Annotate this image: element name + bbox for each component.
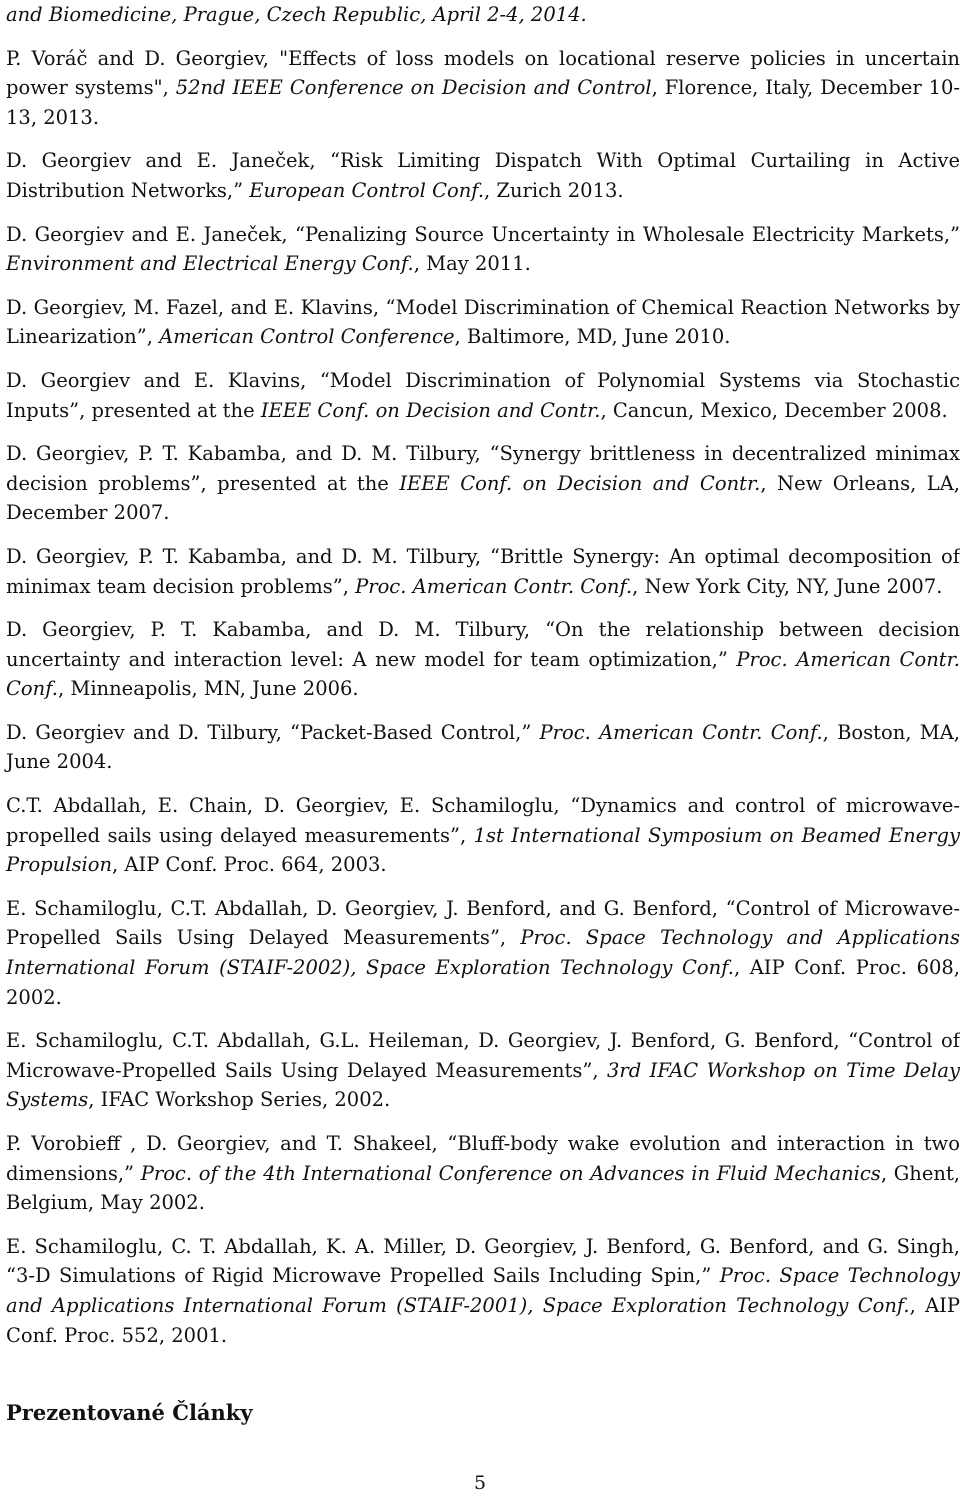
reference-entry — [6, 1129, 960, 1218]
reference-text: , AIP Conf. Proc. 608, 2002. — [6, 956, 960, 1009]
reference-text: , AIP Conf. Proc. 552, 2001. — [6, 1293, 960, 1347]
reference-entry — [6, 439, 960, 528]
reference-entry — [6, 615, 960, 704]
reference-venue: 52nd IEEE Conference on Decision and Control — [175, 76, 652, 100]
reference-list — [6, 0, 960, 1350]
reference-text: , Ghent, Belgium, May 2002. — [6, 1161, 960, 1215]
reference-spacer — [6, 279, 960, 293]
reference-entry — [6, 44, 960, 133]
reference-text: E. Schamiloglu, C.T. Abdallah, D. Georgiev, J. Benford, and G. Benford, “Control of Microwave-Propelled Sails Using Delayed Measurements”, — [6, 896, 960, 950]
reference-text: , Cancun, Mexico, December 2008. — [600, 398, 948, 422]
page-number: 5 — [473, 1472, 487, 1494]
reference-text: D. Georgiev and D. Tilbury, “Packet-Based Control,” — [6, 720, 540, 744]
reference-entry — [6, 1232, 960, 1350]
reference-text: D. Georgiev and E. Janeček, “Risk Limiting Dispatch With Optimal Curtailing in Active Distribution Networks,” — [6, 149, 960, 202]
reference-spacer — [6, 1218, 960, 1232]
reference-text: , New York City, NY, June 2007. — [632, 574, 943, 598]
reference-venue: Environment and Electrical Energy Conf. — [6, 252, 414, 276]
reference-text: E. Schamiloglu, C. T. Abdallah, K. A. Miller, D. Georgiev, J. Benford, G. Benford, and G. Singh, “3-D Simulations of Rigid Microwave Propelled Sails Including Spin,” — [6, 1234, 960, 1288]
reference-text: , New Orleans, LA, December 2007. — [6, 471, 960, 525]
reference-spacer — [6, 601, 960, 615]
section-heading: Prezentované Články — [6, 1400, 253, 1425]
reference-text: , Minneapolis, MN, June 2006. — [57, 677, 359, 701]
reference-text: , May 2011. — [413, 252, 531, 276]
reference-entry — [6, 542, 960, 601]
reference-entry — [6, 146, 960, 205]
reference-text: D. Georgiev, P. T. Kabamba, and D. M. Tilbury, “On the relationship between decision uncertainty and interaction level: A new model for team optimization,” — [6, 618, 960, 671]
reference-text: D. Georgiev and E. Janeček, “Penalizing Source Uncertainty in Wholesale Electricity Markets,” — [6, 222, 960, 246]
reference-spacer — [6, 880, 960, 894]
reference-venue: Proc. Space Technology and Applications International Forum (STAIF-2001), Space Exploration Technology Conf. — [6, 1264, 960, 1317]
reference-venue: Proc. Space Technology and Applications International Forum (STAIF-2002), Space Exploration Technology Conf. — [6, 926, 960, 980]
reference-spacer — [6, 352, 960, 366]
reference-text: , Zurich 2013. — [484, 178, 624, 202]
reference-text: P. Voráč and D. Georgiev, "Effects of loss models on locational reserve policies in uncertain power systems", — [6, 46, 960, 100]
reference-entry — [6, 293, 960, 352]
reference-venue: 1st International Symposium on Beamed Energy Propulsion — [6, 823, 960, 877]
reference-text: E. Schamiloglu, C.T. Abdallah, G.L. Heileman, D. Georgiev, J. Benford, G. Benford, “Control of Microwave-Propelled Sails Using Delayed Measurements”, — [6, 1029, 960, 1082]
reference-entry — [6, 0, 960, 30]
reference-text: , IFAC Workshop Series, 2002. — [88, 1088, 391, 1112]
reference-entry — [6, 894, 960, 1012]
reference-spacer — [6, 777, 960, 791]
reference-venue: IEEE Conf. on Decision and Contr. — [260, 398, 601, 422]
reference-text: P. Vorobieff , D. Georgiev, and T. Shakeel, “Bluff-body wake evolution and interaction in two dimensions,” — [6, 1132, 960, 1185]
reference-entry — [6, 366, 960, 425]
reference-venue: Proc. American Contr. Conf. — [355, 574, 633, 598]
reference-text: C.T. Abdallah, E. Chain, D. Georgiev, E. Schamiloglu, “Dynamics and control of microwave-propelled sails using delayed measurements”, — [6, 794, 960, 847]
reference-spacer — [6, 704, 960, 718]
reference-text: D. Georgiev, M. Fazel, and E. Klavins, “Model Discrimination of Chemical Reaction Networks by Linearization”, — [6, 295, 960, 349]
reference-venue: and Biomedicine, Prague, Czech Republic, April 2-4, 2014. — [6, 3, 587, 26]
reference-spacer — [6, 132, 960, 146]
reference-venue: 3rd IFAC Workshop on Time Delay Systems — [6, 1058, 960, 1112]
reference-venue: European Control Conf. — [249, 178, 485, 202]
reference-spacer — [6, 30, 960, 44]
reference-venue: IEEE Conf. on Decision and Contr. — [399, 471, 761, 495]
reference-text: , Florence, Italy, December 10-13, 2013. — [6, 76, 960, 129]
reference-spacer — [6, 206, 960, 220]
reference-entry — [6, 220, 960, 279]
reference-text: , AIP Conf. Proc. 664, 2003. — [112, 853, 387, 877]
reference-entry — [6, 791, 960, 880]
reference-text: , Boston, MA, June 2004. — [6, 720, 960, 774]
reference-text: D. Georgiev, P. T. Kabamba, and D. M. Tilbury, “Synergy brittleness in decentralized minimax decision problems”, presented at the — [6, 442, 960, 495]
reference-entry — [6, 718, 960, 777]
reference-venue: Proc. American Contr. Conf. — [6, 647, 960, 701]
reference-spacer — [6, 1115, 960, 1129]
reference-spacer — [6, 1012, 960, 1026]
reference-text: D. Georgiev and E. Klavins, “Model Discrimination of Polynomial Systems via Stochastic Inputs”, presented at the — [6, 368, 960, 422]
reference-spacer — [6, 528, 960, 542]
reference-text: D. Georgiev, P. T. Kabamba, and D. M. Tilbury, “Brittle Synergy: An optimal decomposition of minimax team decision problems”, — [6, 544, 960, 598]
reference-entry — [6, 1026, 960, 1115]
reference-venue: American Control Conference — [159, 325, 455, 349]
reference-venue: Proc. American Contr. Conf. — [539, 720, 823, 744]
reference-text: , Baltimore, MD, June 2010. — [454, 325, 731, 349]
reference-venue: Proc. of the 4th International Conference on Advances in Fluid Mechanics — [140, 1161, 881, 1185]
reference-spacer — [6, 425, 960, 439]
